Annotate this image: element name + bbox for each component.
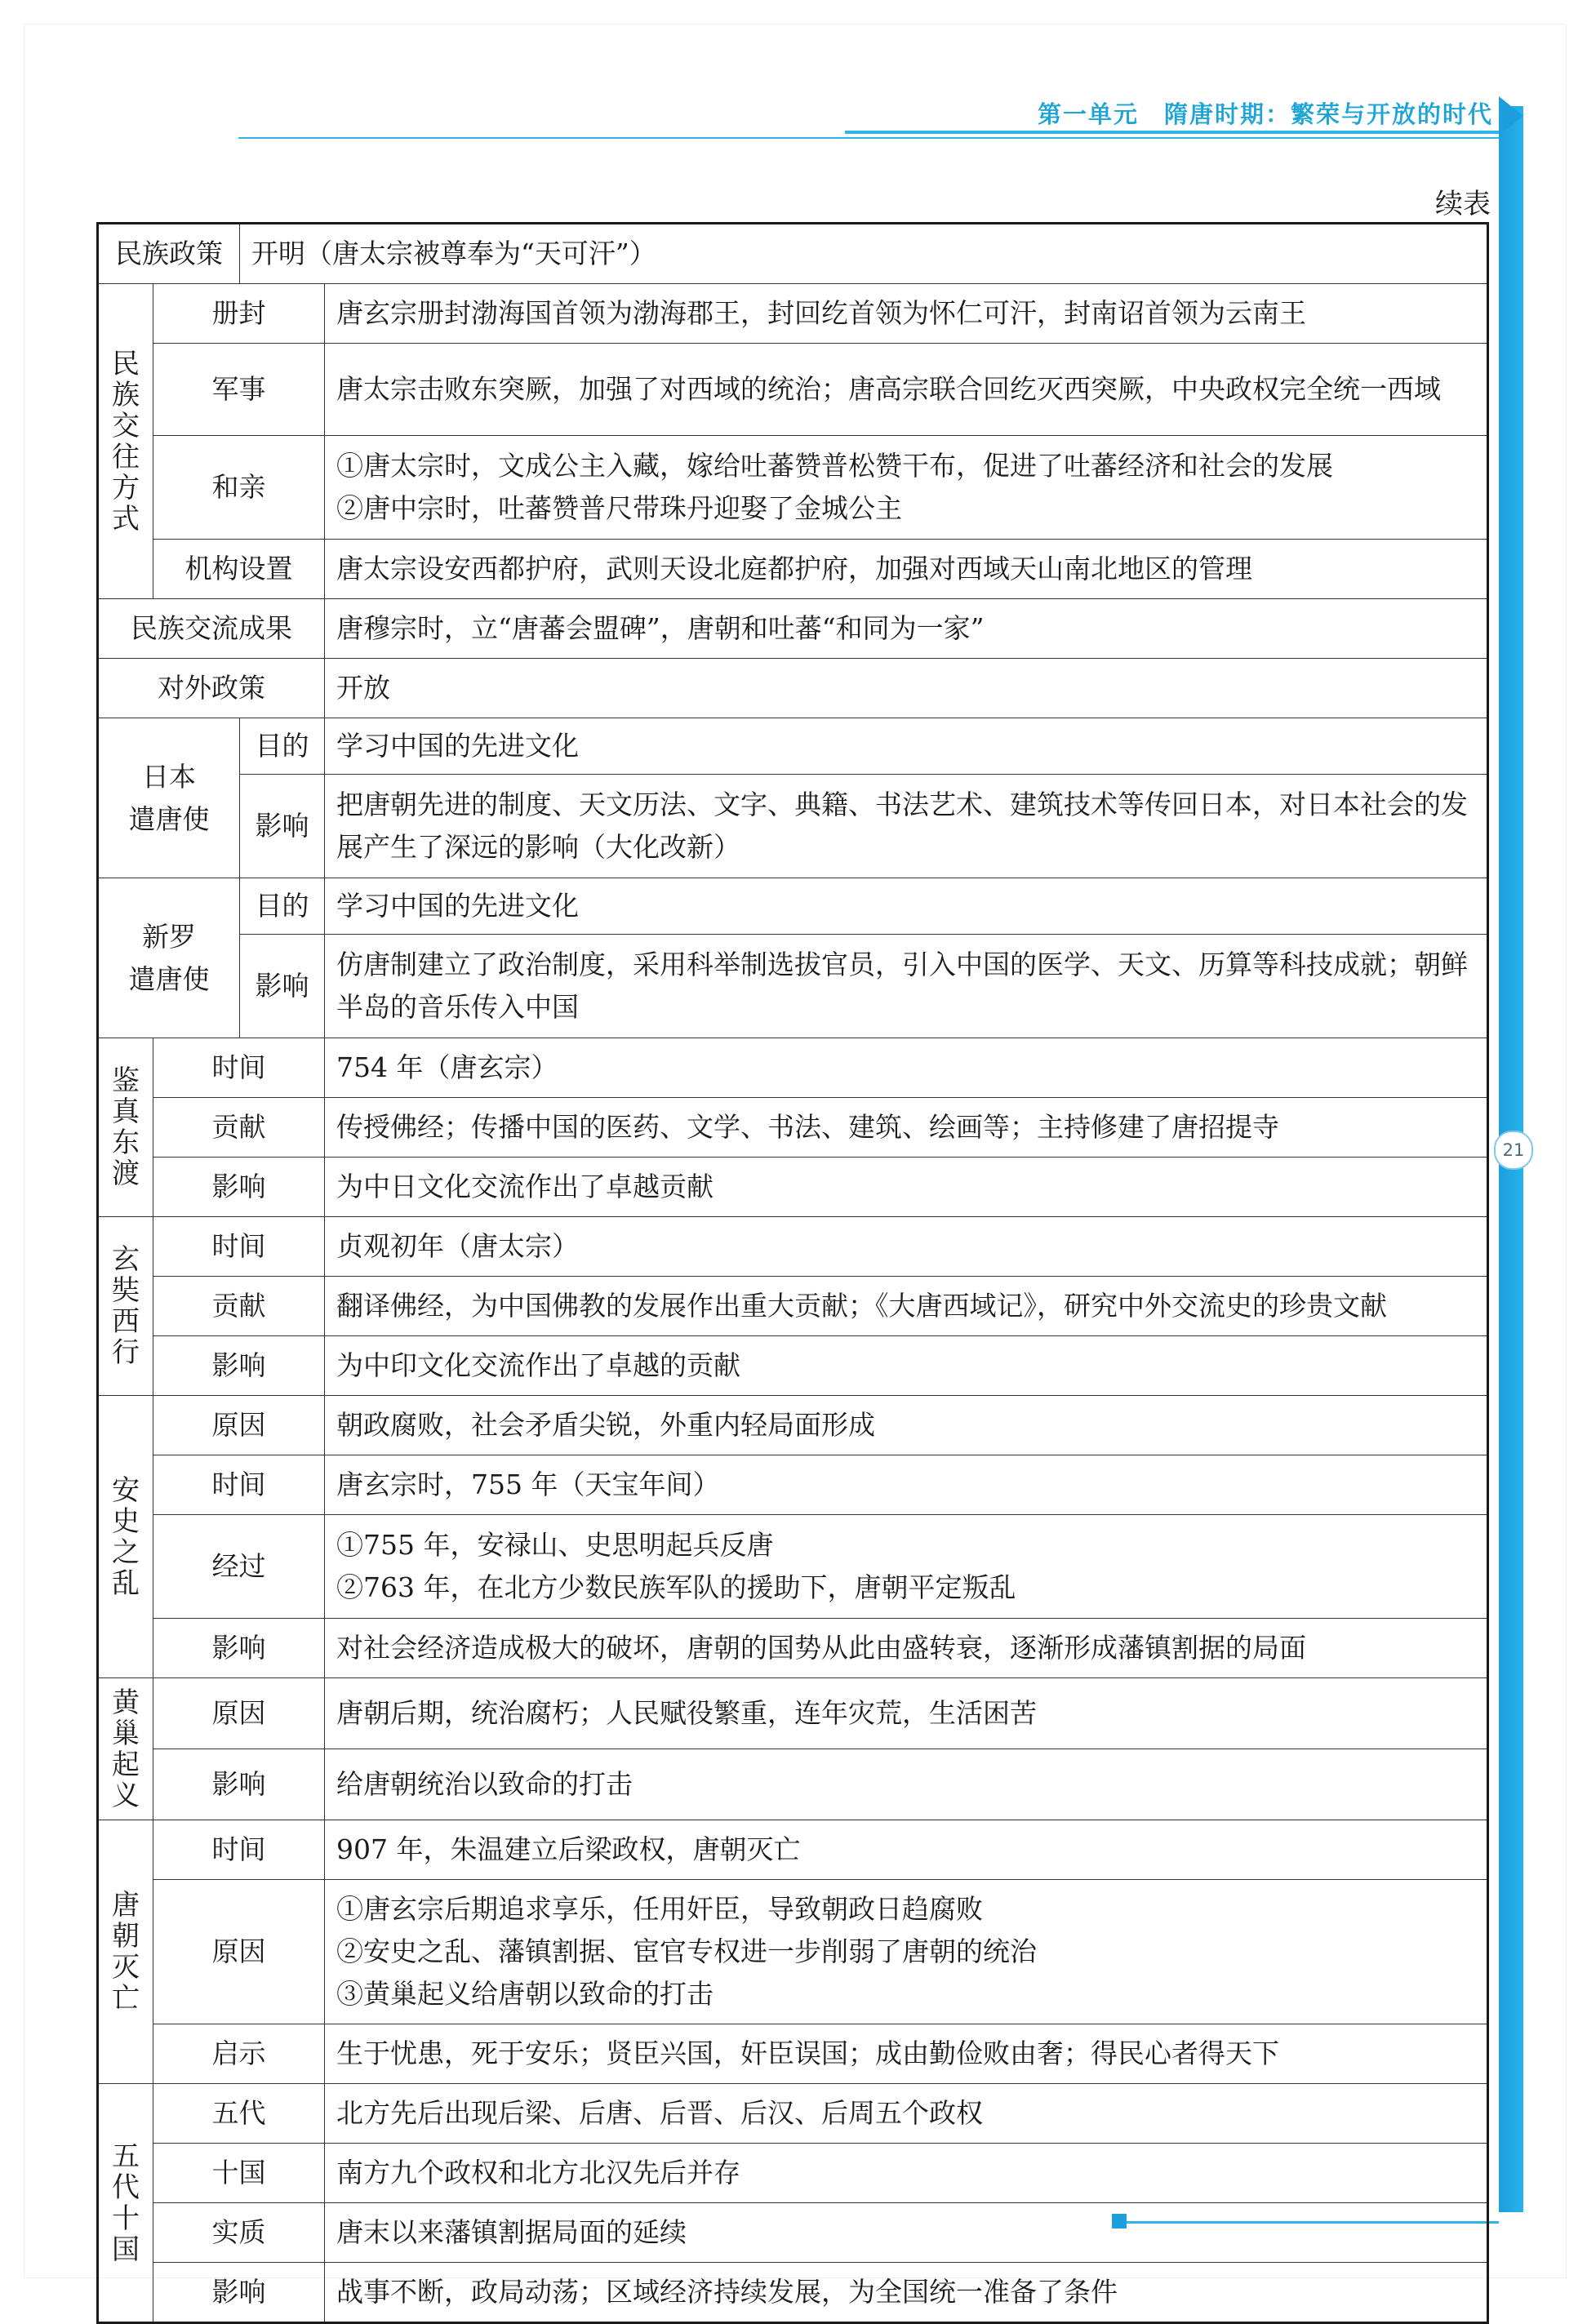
group-label-char: 玄 bbox=[112, 1243, 140, 1276]
table-row bbox=[98, 2024, 1488, 2084]
group-label-line: 新罗 bbox=[142, 920, 196, 953]
row-label-text: 册封 bbox=[211, 297, 266, 329]
row-label bbox=[240, 935, 325, 1038]
content-line: 北方先后出现后梁、后唐、后晋、后汉、后周五个政权 bbox=[336, 2097, 983, 2129]
table-cell-content bbox=[325, 2203, 1488, 2263]
row-label-text: 原因 bbox=[211, 1935, 266, 1967]
table-cell-content bbox=[325, 1619, 1488, 1678]
row-label bbox=[153, 2084, 325, 2144]
table-cell-content bbox=[240, 224, 1488, 284]
group-label-char: 之 bbox=[112, 1535, 140, 1569]
content-line: 唐太宗击败东突厥，加强了对西域的统治；唐高宗联合回纥灭西突厥，中央政权完全统一西域 bbox=[336, 373, 1441, 405]
row-label-text: 启示 bbox=[211, 2037, 266, 2069]
header-rule-accent bbox=[845, 131, 1506, 134]
table-cell-content bbox=[325, 1749, 1488, 1820]
group-label bbox=[98, 2084, 153, 2323]
table-cell-content bbox=[325, 2024, 1488, 2084]
table-row bbox=[98, 1396, 1488, 1455]
group-label-line: 遣唐使 bbox=[128, 802, 210, 835]
side-arrow-icon bbox=[1499, 96, 1523, 136]
row-label bbox=[153, 1217, 325, 1277]
table-row bbox=[98, 1820, 1488, 1880]
row-label-text: 时间 bbox=[211, 1833, 266, 1865]
row-label-text: 影响 bbox=[255, 810, 309, 842]
row-label-text: 军事 bbox=[211, 373, 266, 405]
row-label bbox=[153, 1158, 325, 1217]
content-line: 唐末以来藩镇割据局面的延续 bbox=[336, 2216, 687, 2248]
table-row bbox=[98, 1336, 1488, 1396]
table-row bbox=[98, 1038, 1488, 1098]
row-label-text: 影响 bbox=[211, 1632, 266, 1664]
content-line: 为中日文化交流作出了卓越贡献 bbox=[336, 1171, 713, 1202]
row-label bbox=[240, 775, 325, 878]
content-line: 朝政腐败，社会矛盾尖锐，外重内轻局面形成 bbox=[336, 1409, 875, 1441]
row-label-text: 时间 bbox=[211, 1469, 266, 1500]
row-label bbox=[98, 599, 325, 659]
content-line: 传授佛经；传播中国的医药、文学、书法、建筑、绘画等；主持修建了唐招提寺 bbox=[336, 1111, 1279, 1143]
row-label-text: 影响 bbox=[211, 1768, 266, 1800]
table-row bbox=[98, 718, 1488, 775]
table-row bbox=[98, 436, 1488, 540]
table-cell-content bbox=[325, 540, 1488, 599]
row-label bbox=[153, 1880, 325, 2024]
group-label-char: 灭 bbox=[112, 1951, 140, 1984]
content-line: 唐穆宗时，立“唐蕃会盟碑”，唐朝和吐蕃“和同为一家” bbox=[336, 612, 985, 644]
row-label bbox=[153, 540, 325, 599]
table-cell-content bbox=[325, 1515, 1488, 1619]
table-cell-content bbox=[325, 1678, 1488, 1749]
row-label bbox=[153, 344, 325, 436]
table-row bbox=[98, 1455, 1488, 1515]
row-label-text: 影响 bbox=[255, 970, 309, 1002]
group-label-char: 方 bbox=[112, 471, 140, 504]
table-row bbox=[98, 344, 1488, 436]
group-label-char: 亡 bbox=[112, 1982, 140, 2015]
page-number: 21 bbox=[1494, 1131, 1533, 1170]
group-label-char: 起 bbox=[112, 1748, 140, 1781]
content-line: 754 年（唐玄宗） bbox=[336, 1051, 558, 1083]
group-label-char: 巢 bbox=[112, 1717, 140, 1750]
row-label bbox=[153, 1336, 325, 1396]
row-label bbox=[153, 1098, 325, 1158]
table-cell-content bbox=[325, 1217, 1488, 1277]
group-label-char: 往 bbox=[112, 440, 140, 473]
table-row bbox=[98, 1277, 1488, 1336]
table-row bbox=[98, 2203, 1488, 2263]
content-line: 贞观初年（唐太宗） bbox=[336, 1230, 579, 1262]
group-label-char: 鉴 bbox=[112, 1064, 140, 1097]
table-cell-content bbox=[325, 935, 1488, 1038]
table-cell-content bbox=[325, 2263, 1488, 2323]
unit-title: 第一单元 隋唐时期：繁荣与开放的时代 bbox=[1037, 100, 1493, 128]
row-label-text: 民族交流成果 bbox=[131, 612, 292, 644]
content-line: 南方九个政权和北方北汉先后并存 bbox=[336, 2157, 740, 2188]
group-label-char: 东 bbox=[112, 1126, 140, 1159]
group-label-char: 唐 bbox=[112, 1889, 140, 1922]
content-line: 开放 bbox=[336, 672, 390, 704]
group-label-char: 乱 bbox=[112, 1566, 140, 1600]
content-line: ③黄巢起义给唐朝以致命的打击 bbox=[336, 1978, 713, 2010]
group-label-char: 行 bbox=[112, 1336, 140, 1369]
table-cell-content bbox=[325, 284, 1488, 344]
row-label-text: 影响 bbox=[211, 1349, 266, 1381]
table-row bbox=[98, 1515, 1488, 1619]
row-label bbox=[153, 436, 325, 540]
row-label-text: 贡献 bbox=[211, 1111, 266, 1143]
table-cell-content bbox=[325, 718, 1488, 775]
group-label-char: 史 bbox=[112, 1504, 140, 1538]
table-cell-content bbox=[325, 1098, 1488, 1158]
content-line: ②安史之乱、藩镇割据、宦官专权进一步削弱了唐朝的统治 bbox=[336, 1935, 1037, 1967]
summary-table bbox=[96, 222, 1489, 2324]
row-label bbox=[153, 1515, 325, 1619]
table-cell-content bbox=[325, 2144, 1488, 2203]
row-label bbox=[240, 718, 325, 775]
table-cell-content bbox=[325, 878, 1488, 935]
group-label bbox=[98, 1396, 153, 1678]
content-line: 唐玄宗册封渤海国首领为渤海郡王，封回纥首领为怀仁可汗，封南诏首领为云南王 bbox=[336, 297, 1306, 329]
table-cell-content bbox=[325, 1277, 1488, 1336]
content-line: ②763 年，在北方少数民族军队的援助下，唐朝平定叛乱 bbox=[336, 1571, 1016, 1603]
group-label-char: 五 bbox=[112, 2140, 140, 2173]
table-cell-content bbox=[325, 1038, 1488, 1098]
row-label bbox=[98, 224, 240, 284]
group-label-char: 安 bbox=[112, 1473, 140, 1507]
row-label bbox=[153, 1749, 325, 1820]
content-line: 907 年，朱温建立后梁政权，唐朝灭亡 bbox=[336, 1833, 801, 1865]
group-label bbox=[98, 1038, 153, 1217]
row-label-text: 和亲 bbox=[211, 471, 266, 503]
group-label-char: 十 bbox=[112, 2202, 140, 2235]
table-cell-content bbox=[325, 1820, 1488, 1880]
group-label-char: 真 bbox=[112, 1095, 140, 1128]
group-label-char: 奘 bbox=[112, 1274, 140, 1307]
table-row bbox=[98, 935, 1488, 1038]
content-line: 学习中国的先进文化 bbox=[336, 890, 579, 922]
row-label bbox=[153, 1455, 325, 1515]
group-label bbox=[98, 1217, 153, 1396]
row-label bbox=[153, 2203, 325, 2263]
row-label bbox=[98, 659, 325, 718]
group-label bbox=[98, 1678, 153, 1820]
row-label-text: 影响 bbox=[211, 1171, 266, 1202]
table-row bbox=[98, 659, 1488, 718]
group-label-char: 代 bbox=[112, 2171, 140, 2204]
table-row bbox=[98, 1749, 1488, 1820]
group-label bbox=[98, 284, 153, 599]
row-label-text: 民族政策 bbox=[115, 238, 223, 269]
group-label-char: 朝 bbox=[112, 1920, 140, 1953]
group-label-line: 遣唐使 bbox=[128, 962, 210, 995]
table-cell-content bbox=[325, 1455, 1488, 1515]
group-label bbox=[98, 878, 240, 1038]
table-row bbox=[98, 599, 1488, 659]
row-label-text: 目的 bbox=[255, 730, 309, 762]
table-row bbox=[98, 1098, 1488, 1158]
table-row bbox=[98, 284, 1488, 344]
table-row bbox=[98, 2263, 1488, 2323]
group-label-char: 式 bbox=[112, 502, 140, 535]
table-row bbox=[98, 878, 1488, 935]
row-label bbox=[153, 1038, 325, 1098]
row-label bbox=[153, 2263, 325, 2323]
table-cell-content bbox=[325, 659, 1488, 718]
row-label-text: 贡献 bbox=[211, 1290, 266, 1322]
row-label-text: 五代 bbox=[211, 2097, 266, 2129]
content-line: ①755 年，安禄山、史思明起兵反唐 bbox=[336, 1529, 774, 1561]
row-label bbox=[153, 284, 325, 344]
table-cell-content bbox=[325, 436, 1488, 540]
row-label bbox=[153, 1396, 325, 1455]
content-line: 唐玄宗时，755 年（天宝年间） bbox=[336, 1469, 720, 1500]
table-row bbox=[98, 1880, 1488, 2024]
group-label-char: 义 bbox=[112, 1779, 140, 1812]
row-label-text: 原因 bbox=[211, 1409, 266, 1441]
row-label-text: 时间 bbox=[211, 1230, 266, 1262]
table-row bbox=[98, 1217, 1488, 1277]
group-label bbox=[98, 1820, 153, 2084]
content-line: 开明（唐太宗被尊奉为“天可汗”） bbox=[251, 238, 656, 269]
content-line: 战事不断，政局动荡；区域经济持续发展，为全国统一准备了条件 bbox=[336, 2276, 1118, 2308]
content-line: 唐太宗设安西都护府，武则天设北庭都护府，加强对西域天山南北地区的管理 bbox=[336, 553, 1252, 584]
row-label bbox=[153, 1678, 325, 1749]
table-cell-content bbox=[325, 1158, 1488, 1217]
content-line: 给唐朝统治以致命的打击 bbox=[336, 1768, 633, 1800]
table-cell-content bbox=[325, 2084, 1488, 2144]
content-line: 为中印文化交流作出了卓越的贡献 bbox=[336, 1349, 740, 1381]
row-label bbox=[153, 1820, 325, 1880]
header-rule bbox=[238, 137, 1512, 139]
table-row bbox=[98, 224, 1488, 284]
group-label bbox=[98, 718, 240, 878]
group-label-char: 渡 bbox=[112, 1158, 140, 1190]
table-cell-content bbox=[325, 1336, 1488, 1396]
row-label-text: 实质 bbox=[211, 2216, 266, 2248]
table-row bbox=[98, 1678, 1488, 1749]
table-cell-content bbox=[325, 1396, 1488, 1455]
content-line: 对社会经济造成极大的破坏，唐朝的国势从此由盛转衰，逐渐形成藩镇割据的局面 bbox=[336, 1632, 1306, 1664]
content-line: 翻译佛经，为中国佛教的发展作出重大贡献；《大唐西域记》，研究中外交流史的珍贵文献 bbox=[336, 1290, 1387, 1322]
row-label bbox=[153, 2144, 325, 2203]
content-line: ①唐太宗时，文成公主入藏，嫁给吐蕃赞普松赞干布，促进了吐蕃经济和社会的发展 bbox=[336, 450, 1333, 482]
content-line: 学习中国的先进文化 bbox=[336, 730, 579, 762]
table-cell-content bbox=[325, 599, 1488, 659]
table-cell-content bbox=[325, 344, 1488, 436]
table-row bbox=[98, 1619, 1488, 1678]
table-row bbox=[98, 1158, 1488, 1217]
table-row bbox=[98, 2144, 1488, 2203]
row-label-text: 目的 bbox=[255, 890, 309, 922]
row-label-text: 时间 bbox=[211, 1051, 266, 1083]
group-label-char: 交 bbox=[112, 409, 140, 442]
row-label-text: 经过 bbox=[211, 1550, 266, 1582]
table-cell-content bbox=[325, 1880, 1488, 2024]
content-line: ②唐中宗时，吐蕃赞普尺带珠丹迎娶了金城公主 bbox=[336, 492, 902, 524]
table-row bbox=[98, 2084, 1488, 2144]
group-label-char: 国 bbox=[112, 2233, 140, 2266]
content-line: 唐朝后期，统治腐朽；人民赋役繁重，连年灾荒，生活困苦 bbox=[336, 1697, 1037, 1729]
table-row bbox=[98, 775, 1488, 878]
table-row bbox=[98, 540, 1488, 599]
content-line: ①唐玄宗后期追求享乐，任用奸臣，导致朝政日趋腐败 bbox=[336, 1893, 983, 1925]
group-label-line: 日本 bbox=[142, 760, 196, 793]
row-label bbox=[153, 2024, 325, 2084]
content-line: 仿唐制建立了政治制度，采用科举制选拔官员，引入中国的医学、天文、历算等科技成就；朝鲜半岛的音乐传入中国 bbox=[336, 949, 1468, 1023]
group-label-char: 黄 bbox=[112, 1686, 140, 1719]
content-line: 生于忧患，死于安乐；贤臣兴国，奸臣误国；成由勤俭败由奢；得民心者得天下 bbox=[336, 2037, 1279, 2069]
row-label-text: 影响 bbox=[211, 2276, 266, 2308]
row-label-text: 对外政策 bbox=[158, 672, 265, 704]
row-label-text: 十国 bbox=[211, 2157, 266, 2188]
table-cell-content bbox=[325, 775, 1488, 878]
group-label-char: 族 bbox=[112, 378, 140, 411]
content-line: 把唐朝先进的制度、天文历法、文字、典籍、书法艺术、建筑技术等传回日本，对日本社会的发展产生了深远的影响（大化改新） bbox=[336, 789, 1468, 863]
row-label bbox=[153, 1277, 325, 1336]
row-label-text: 原因 bbox=[211, 1697, 266, 1729]
group-label-char: 民 bbox=[112, 347, 140, 380]
row-label bbox=[153, 1619, 325, 1678]
group-label-char: 西 bbox=[112, 1305, 140, 1338]
continued-label: 续表 bbox=[1435, 188, 1491, 220]
row-label-text: 机构设置 bbox=[184, 553, 293, 584]
row-label bbox=[240, 878, 325, 935]
